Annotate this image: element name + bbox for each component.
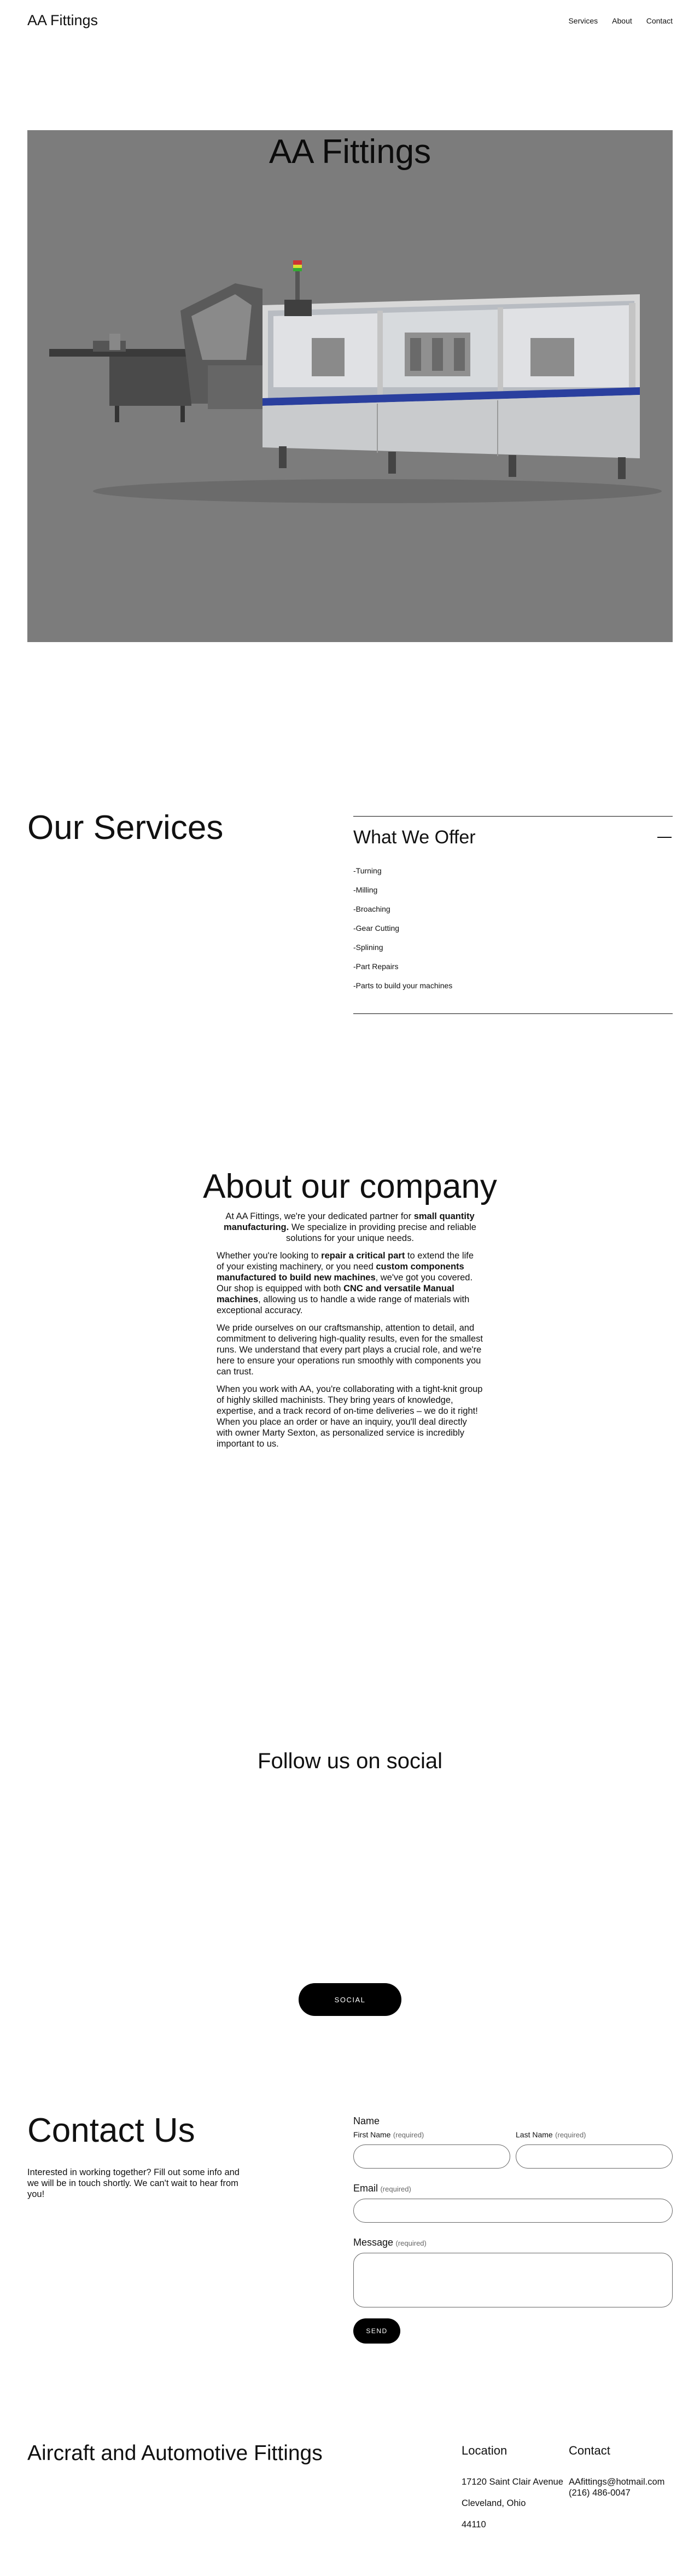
- site-title[interactable]: AA Fittings: [27, 12, 98, 28]
- required-note: (required): [393, 2131, 424, 2139]
- social-button[interactable]: SOCIAL: [299, 1983, 401, 2016]
- address-line: 44110: [462, 2520, 486, 2530]
- name-label: Name: [353, 2115, 380, 2126]
- contact-description: Interested in working together? Fill out some info and we will be in touch shortly. We can't wait to hear from you!: [27, 2167, 240, 2199]
- collapse-icon[interactable]: [657, 837, 672, 838]
- list-item: -Splining: [353, 943, 383, 952]
- accordion-header[interactable]: [353, 817, 673, 850]
- list-item: -Parts to build your machines: [353, 981, 453, 990]
- hero-title: AA Fittings: [269, 133, 431, 171]
- nav-about[interactable]: About: [612, 16, 632, 25]
- list-item: -Milling: [353, 885, 378, 894]
- email-input[interactable]: [353, 2199, 673, 2223]
- message-textarea[interactable]: [353, 2253, 673, 2307]
- required-note: (required): [555, 2131, 586, 2139]
- services-title: Our Services: [27, 809, 224, 847]
- about-intro: At AA Fittings, we're your dedicated partner for small quantity manufacturing. We specialize in providing precise and reliable solutions for your unique needs.: [224, 1211, 476, 1243]
- packaging-machine-image: [27, 130, 673, 642]
- last-name-input[interactable]: [516, 2144, 673, 2169]
- email-label: Email: [353, 2183, 378, 2194]
- hero-banner: [27, 130, 673, 642]
- list-item: -Turning: [353, 866, 382, 875]
- list-item: -Broaching: [353, 905, 390, 913]
- about-section: [203, 1166, 497, 1449]
- about-title: About our company: [203, 1168, 497, 1205]
- nav-services[interactable]: Services: [568, 16, 598, 25]
- required-note: (required): [380, 2185, 411, 2193]
- send-button[interactable]: SEND: [353, 2318, 400, 2344]
- footer-contact: [569, 2444, 673, 2498]
- services-accordion: [353, 816, 673, 1014]
- about-paragraph: When you work with AA, you're collaborating with a tight-knit group of highly skilled machinists. They bring years of knowledge, expertise, and a track record of on-time deliveries – we do it right! When you place an order or have an inquiry, you'll deal directly with owner Marty Sexton, as personalized service is incredibly important to us.: [217, 1384, 483, 1449]
- last-name-label: Last Name: [516, 2130, 553, 2139]
- contact-col-title: Contact: [569, 2444, 610, 2457]
- message-label: Message: [353, 2237, 394, 2248]
- phone-number[interactable]: (216) 486-0047: [569, 2488, 631, 2498]
- first-name-input[interactable]: [353, 2144, 510, 2169]
- list-item: -Part Repairs: [353, 962, 399, 971]
- address-line: Cleveland, Ohio: [462, 2498, 526, 2508]
- footer-location: [462, 2444, 565, 2540]
- email-link[interactable]: AAfittings@hotmail.com: [569, 2477, 665, 2487]
- accordion-title: What We Offer: [353, 826, 476, 848]
- main-nav: [568, 16, 673, 25]
- list-item: -Gear Cutting: [353, 924, 400, 933]
- location-title: Location: [462, 2444, 508, 2457]
- address-line: 17120 Saint Clair Avenue: [462, 2477, 563, 2487]
- social-title: Follow us on social: [258, 1749, 442, 1773]
- about-paragraph: Whether you're looking to repair a critical part to extend the life of your existing machinery, or you need custom components manufactured to build new machines, we've got you covered. Our shop is equipped with both CNC and versatile Manual machines, allowing us to handle a wide range of materials with exceptional accuracy.: [217, 1251, 474, 1315]
- contact-title: Contact Us: [27, 2112, 195, 2149]
- footer-title: Aircraft and Automotive Fittings: [27, 2441, 323, 2465]
- nav-contact[interactable]: Contact: [646, 16, 673, 25]
- services-list: [353, 861, 673, 995]
- first-name-label: First Name: [353, 2130, 391, 2139]
- contact-form: [353, 2115, 673, 2344]
- required-note: (required): [395, 2239, 427, 2247]
- about-paragraph: We pride ourselves on our craftsmanship, attention to detail, and commitment to delivering high-quality results, even for the smallest runs. We understand that every part plays a crucial role, and we're here to ensure your operations run smoothly with components you can trust.: [217, 1323, 483, 1377]
